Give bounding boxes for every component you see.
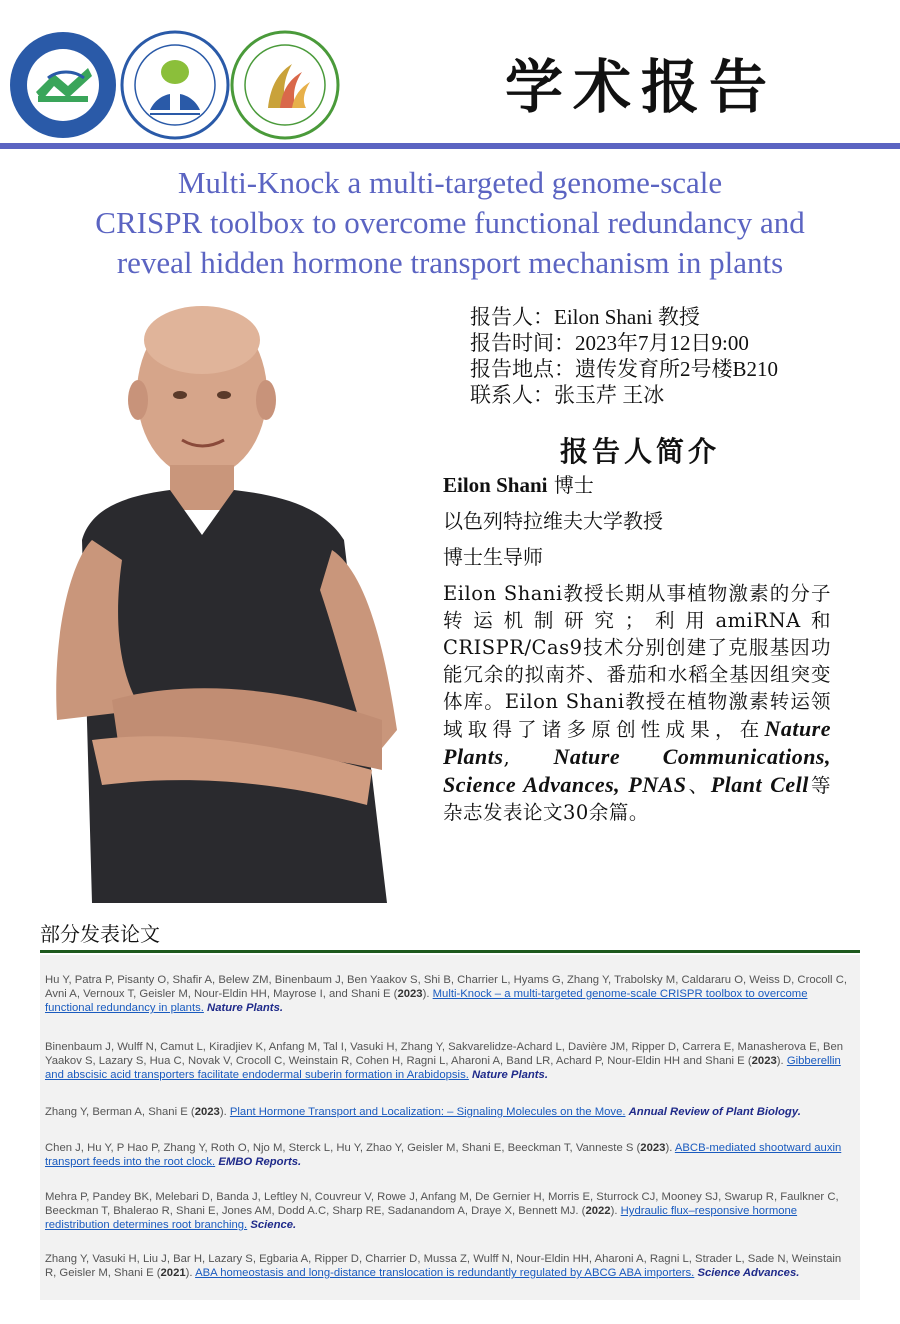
pub-journal: Nature Plants. [207,1002,283,1014]
talk-title-line: reveal hidden hormone transport mechanism in plants [116,245,784,280]
bio-text-b: 等杂志发表论文30余篇。 [443,774,832,824]
publication-item [45,1141,855,1169]
time-line: 报告时间：2023年7月12日9:00 [470,331,749,355]
bio-text-a: Eilon Shani教授长期从事植物激素的分子转运机制研究；利用amiRNA和CRISPR/Cas9技术分别创建了克服基因功能冗余的拟南芥、番茄和水稻全基因组突变体库。Eilon Shani教授在植物激素转运领域取得了诸多原创性成果，在 [443,582,831,741]
separator: 、 [686,774,711,797]
speaker-photo [52,300,402,903]
pub-year: 2021 [160,1267,186,1279]
publications-heading: 部分发表论文 [40,922,160,946]
pub-year: 2023 [397,988,423,1000]
pub-year: 2023 [194,1106,220,1118]
bio-role: 博士生导师 [443,545,543,569]
pub-year: 2023 [640,1142,666,1154]
talk-info [470,304,890,408]
pub-punct: ). [185,1267,196,1279]
publication-item [45,1190,855,1232]
pub-punct: ). [776,1055,787,1067]
pub-year: 2023 [751,1055,777,1067]
pub-punct: ). [665,1142,675,1154]
speaker-bio [443,472,831,826]
pub-title-link[interactable]: Multi-Knock – a multi-targeted genome-scale CRISPR toolbox to overcome functional redundancy in plants. [45,988,808,1014]
pub-title-link[interactable]: Hydraulic flux–responsive hormone redistribution determines root branching. [45,1205,798,1231]
pub-year: 2022 [585,1205,611,1217]
speaker-degree: 博士 [547,473,594,497]
pub-punct: ). [422,988,433,1000]
institute-logo [8,30,118,140]
journal-name: Nature Plants [443,716,831,769]
pub-punct: ). [610,1205,621,1217]
pub-authors: Binenbaum J, Wulff N, Camut L, Kiradjiev K, Anfang M, Tal I, Vasuki H, Zhang Y, Sakvarelidze-Achard L, Davière JM, Ripper D, Carrera E, Manasherova E, Ben Yaakov S, Lazary S, Hua C, Novak V, Crocoll C, Weinstain R, Cohen H, Ragni L, Aharoni A, Band LR, Achard P, Nour-Eldin HH and Shani E ( [45,1041,844,1067]
pub-journal: Annual Review of Plant Biology. [628,1106,801,1118]
bio-affiliation: 以色列特拉维夫大学教授 [443,509,663,533]
publication-item [45,973,855,1015]
pub-journal: EMBO Reports. [218,1156,302,1168]
bio-heading: 报告人简介 [559,435,720,468]
publication-item [45,1252,855,1280]
poster-title: 学术报告 [505,53,778,121]
publication-item [45,1040,855,1082]
journal-name: Plant Cell [710,772,809,797]
pub-title-link[interactable]: Plant Hormone Transport and Localization: – Signaling Molecules on the Move. [229,1106,626,1118]
publication-item [45,1105,855,1119]
separator: , [503,746,554,769]
speaker-name: Eilon Shani [443,473,548,497]
pub-authors: Zhang Y, Vasuki H, Liu J, Bar H, Lazary S, Egbaria A, Ripper D, Charrier D, Mussa Z, Wulff N, Nour-Eldin HH, Aharoni A, Ragni L, Strader L, Sade N, Weinstain R, Geisler M, Shani E ( [45,1253,842,1279]
youth-association-logo [230,30,340,140]
talk-title-line: Multi-Knock a multi-targeted genome-scale [177,165,723,200]
journal-name: Nature Communications, Science Advances, PNAS [443,744,831,797]
place-line: 报告地点：遗传发育所2号楼B210 [470,357,779,381]
pub-title-link[interactable]: Gibberellin and abscisic acid transporters facilitate endodermal suberin formation in Arabidopsis. [45,1055,841,1081]
header-divider [0,143,900,149]
speaker-line: 报告人：Eilon Shani 教授 [470,305,700,329]
pub-punct: ). [219,1106,230,1118]
pub-authors: Hu Y, Patra P, Pisanty O, Shafir A, Belew ZM, Binenbaum J, Ben Yaakov S, Shi B, Charrier L, Hyams G, Zhang Y, Trabolsky M, Caldararu O, Weiss D, Crocoll C, Avni A, Vernoux T, Geisler M, Nour-Eldin HH, Mayrose I, and Shani E ( [45,974,847,1000]
talk-title-line: CRISPR toolbox to overcome functional redundancy and [95,205,805,240]
pub-authors: Zhang Y, Berman A, Shani E ( [45,1106,195,1118]
pub-journal: Science Advances. [697,1267,800,1279]
pub-journal: Science. [250,1219,297,1231]
pub-authors: Mehra P, Pandey BK, Melebari D, Banda J, Leftley N, Couvreur V, Rowe J, Anfang M, De Gernier H, Morris E, Sturrock CJ, Mooney SJ, Swarup R, Faulkner C, Beeckman T, Bhalerao R, Shani E, Jones AM, Dodd A.C, Sharp RE, Sadanandom A, Draye X, Bennett MJ. ( [45,1191,839,1217]
pub-title-link[interactable]: ABCB-mediated shootward auxin transport feeds into the root clock. [45,1142,842,1168]
bio-paragraph [443,580,831,826]
publications-divider [40,950,860,953]
university-logo [120,30,230,140]
pub-journal: Nature Plants. [472,1069,548,1081]
pub-title-link[interactable]: ABA homeostasis and long-distance translocation is redundantly regulated by ABCG ABA importers. [195,1267,695,1279]
talk-title [20,163,880,283]
publication-list [40,955,860,1300]
pub-authors: Chen J, Hu Y, P Hao P, Zhang Y, Roth O, Njo M, Sterck L, Hu Y, Zhao Y, Geisler M, Shani E, Beeckman T, Vanneste S ( [45,1142,641,1154]
bio-name-line [443,472,831,499]
contact-line: 联系人：张玉芹 王冰 [470,383,665,407]
